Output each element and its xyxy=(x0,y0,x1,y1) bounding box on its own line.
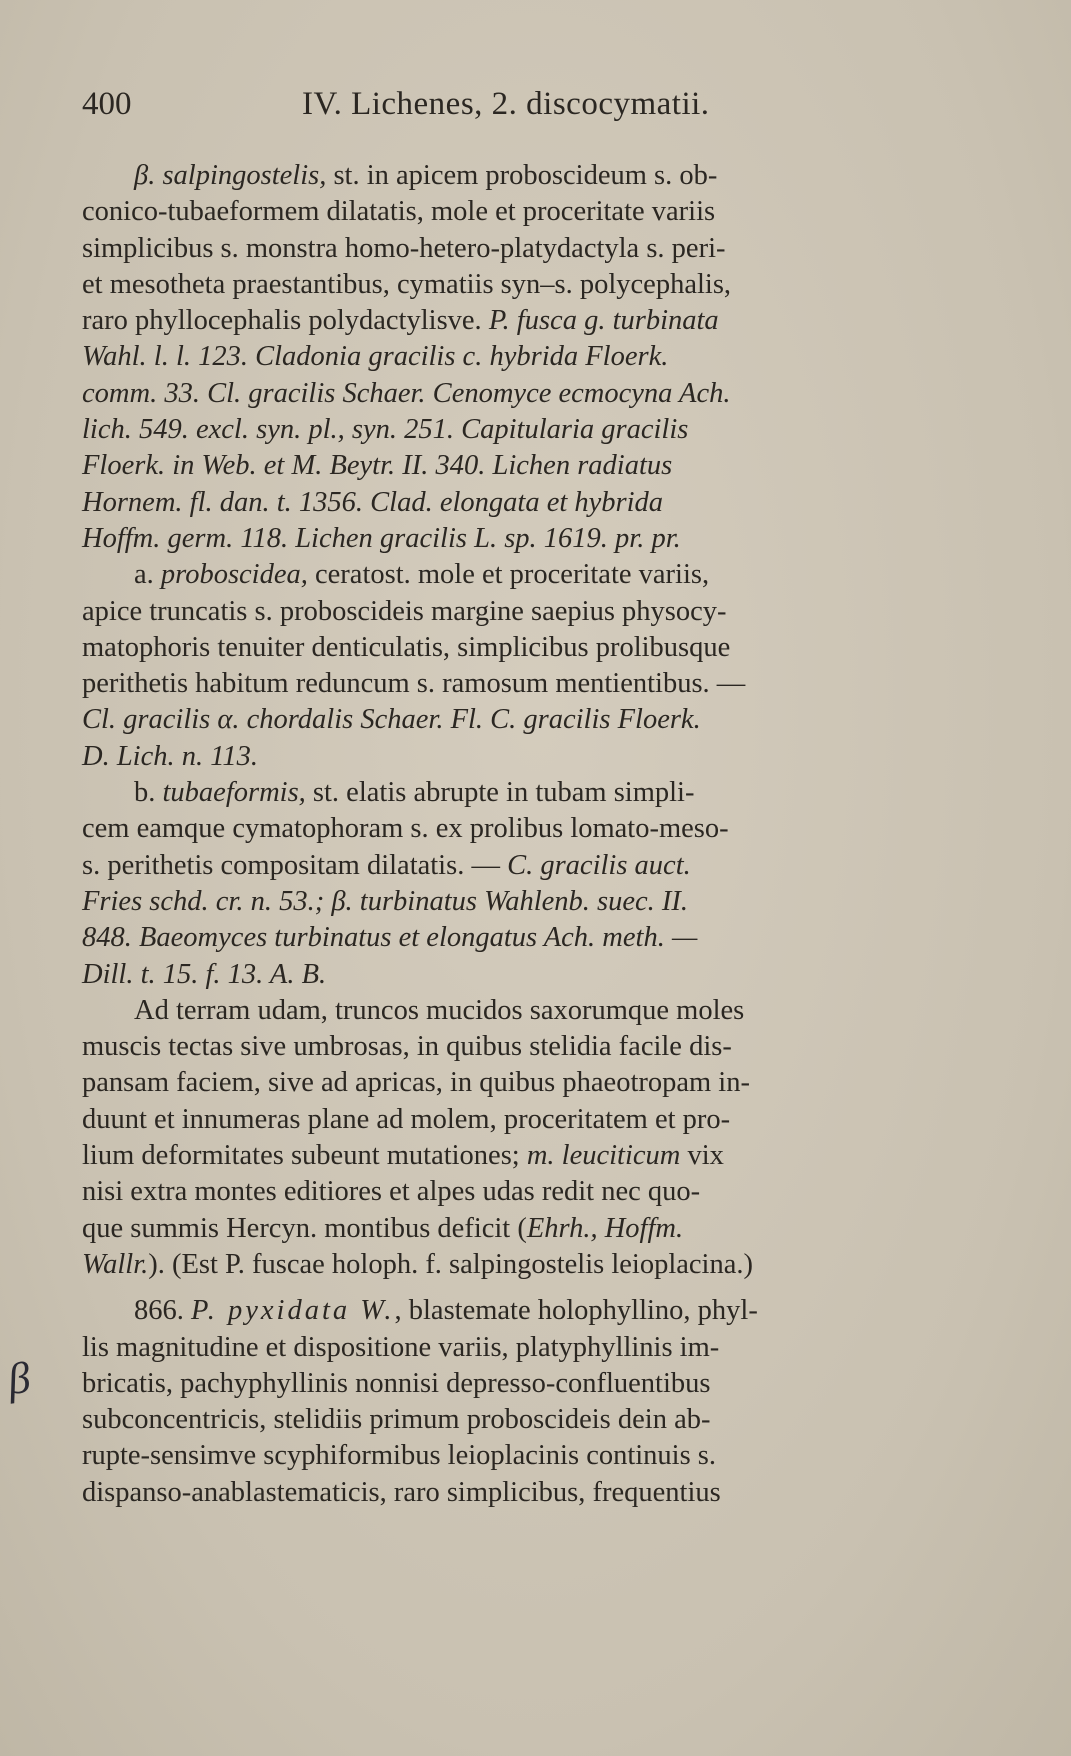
text-line: cem eamque cymatophoram s. ex prolibus lomato-meso- xyxy=(82,813,729,845)
text-line: 866. P. pyxidata W., blastemate holophyllino, phyl- xyxy=(134,1295,758,1327)
page-number: 400 xyxy=(82,86,132,122)
text-line: raro phyllocephalis polydactylisve. P. fusca g. turbinata xyxy=(82,305,719,337)
text-line: Fries schd. cr. n. 53.; β. turbinatus Wahlenb. suec. II. xyxy=(82,885,689,917)
text-line: et mesotheta praestantibus, cymatiis syn–s. polycephalis, xyxy=(82,268,732,300)
text-line: 848. Baeomyces turbinatus et elongatus Ach. meth. — xyxy=(82,922,698,954)
variety-name: proboscidea, xyxy=(160,559,308,591)
text-line: Hoffm. germ. 118. Lichen gracilis L. sp. 1619. pr. pr. xyxy=(82,522,681,554)
text-line: dispanso-anablastematicis, raro simplicibus, frequentius xyxy=(82,1476,721,1508)
species-name: P. pyxidata W. xyxy=(191,1295,395,1327)
text-line: nisi extra montes editiores et alpes udas redit nec quo- xyxy=(82,1176,701,1208)
running-head: IV. Lichenes, 2. discocymatii. xyxy=(302,86,710,122)
text-line: a. proboscidea, ceratost. mole et proceritate variis, xyxy=(134,559,710,591)
variety-name: β. salpingostelis, xyxy=(134,160,327,191)
paragraph-gap xyxy=(82,1283,997,1293)
text-line: Ad terram udam, truncos mucidos saxorumque moles xyxy=(134,994,745,1026)
text-line: Dill. t. 15. f. 13. A. B. xyxy=(82,958,327,990)
text-line: Wallr.). (Est P. fuscae holoph. f. salpingostelis leioplacina.) xyxy=(82,1248,753,1280)
text-line: b. tubaeformis, st. elatis abrupte in tubam simpli- xyxy=(134,777,695,809)
text-line: pansam faciem, sive ad apricas, in quibus phaeotropam in- xyxy=(82,1067,750,1099)
text-line: perithetis habitum reduncum s. ramosum mentientibus. — xyxy=(82,668,746,700)
text-line: que summis Hercyn. montibus deficit (Ehrh., Hoffm. xyxy=(82,1212,684,1244)
body-text xyxy=(82,158,997,1511)
text-line: muscis tectas sive umbrosas, in quibus stelidia facile dis- xyxy=(82,1031,732,1063)
margin-annotation: β xyxy=(4,1352,34,1405)
variety-name: tubaeformis, xyxy=(162,777,306,809)
text-line: comm. 33. Cl. gracilis Schaer. Cenomyce ecmocyna Ach. xyxy=(82,377,731,409)
page-header xyxy=(82,86,992,130)
text-line: simplicibus s. monstra homo-hetero-platydactyla s. peri- xyxy=(82,232,726,264)
text-line: β. salpingostelis, st. in apicem proboscideum s. ob- xyxy=(134,160,718,191)
text-line: Hornem. fl. dan. t. 1356. Clad. elongata et hybrida xyxy=(82,486,664,518)
text-line: D. Lich. n. 113. xyxy=(82,740,259,772)
text-line: conico-tubaeformem dilatatis, mole et proceritate variis xyxy=(82,196,716,228)
text-line: apice truncatis s. proboscideis margine saepius physocy- xyxy=(82,595,727,627)
species-number: 866. xyxy=(134,1295,191,1327)
text-line: s. perithetis compositam dilatatis. — C. gracilis auct. xyxy=(82,849,691,881)
text-line: rupte-sensimve scyphiformibus leioplacinis continuis s. xyxy=(82,1440,717,1472)
text-line: bricatis, pachyphyllinis nonnisi depresso-confluentibus xyxy=(82,1367,711,1399)
text-line: matophoris tenuiter denticulatis, simplicibus prolibusque xyxy=(82,631,731,663)
text-line: lich. 549. excl. syn. pl., syn. 251. Capitularia gracilis xyxy=(82,414,689,446)
text-line: lium deformitates subeunt mutationes; m. leuciticum vix xyxy=(82,1140,724,1172)
text-line: lis magnitudine et dispositione variis, platyphyllinis im- xyxy=(82,1331,720,1363)
text-line: duunt et innumeras plane ad molem, proceritatem et pro- xyxy=(82,1103,731,1135)
text-line: Cl. gracilis α. chordalis Schaer. Fl. C. gracilis Floerk. xyxy=(82,704,701,736)
text-line: subconcentricis, stelidiis primum proboscideis dein ab- xyxy=(82,1404,711,1436)
text-line: Wahl. l. l. 123. Cladonia gracilis c. hybrida Floerk. xyxy=(82,341,669,373)
text-line: Floerk. in Web. et M. Beytr. II. 340. Lichen radiatus xyxy=(82,450,673,482)
